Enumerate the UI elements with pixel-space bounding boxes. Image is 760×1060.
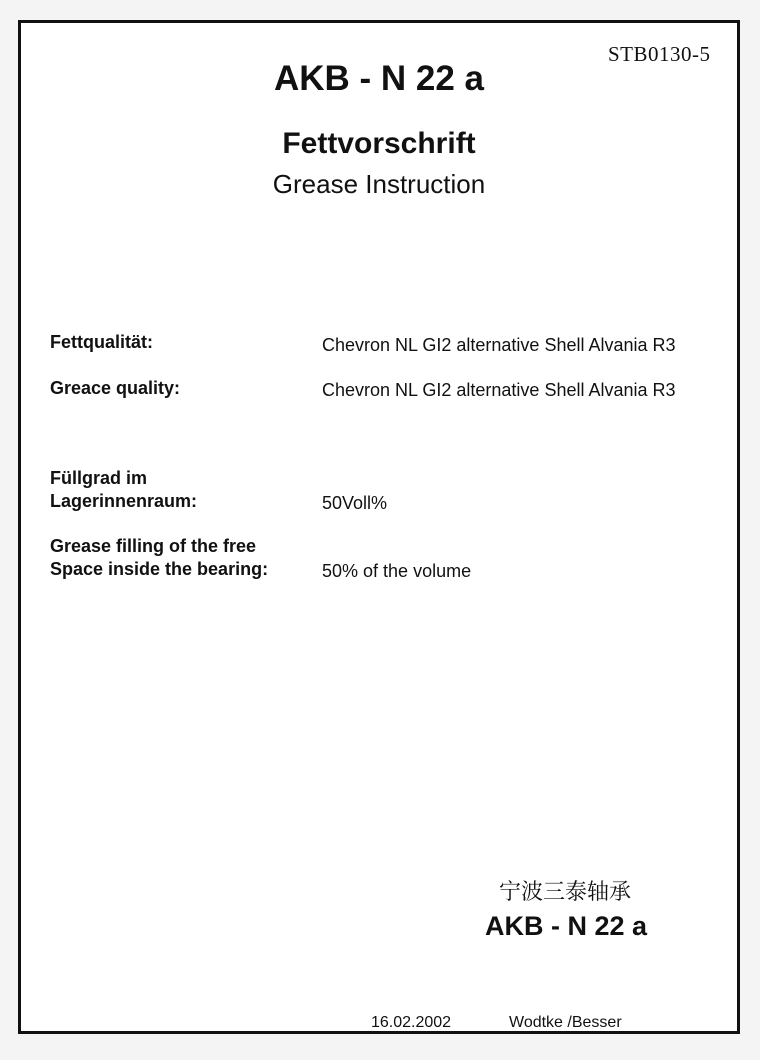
document-id: STB0130-5 — [608, 42, 711, 66]
fill-level-label-de-line1: Füllgrad im — [50, 468, 148, 488]
grease-quality-value-de: Chevron NL GI2 alternative Shell Alvania R3 — [322, 335, 676, 355]
document-title: AKB - N 22 a — [273, 59, 485, 98]
grease-quality-label-de: Fettqualität: — [50, 332, 153, 352]
fill-level-label-de-line2: Lagerinnenraum: — [50, 491, 198, 511]
stamp-part-code: AKB - N 22 a — [485, 911, 648, 941]
fill-level-value-de: 50Voll% — [322, 493, 388, 513]
subtitle-german: Fettvorschrift — [282, 127, 476, 160]
grease-quality-label-en: Greace quality: — [50, 378, 181, 398]
fill-level-label-en-line1: Grease filling of the free — [50, 536, 257, 556]
footer-date: 16.02.2002 — [371, 1014, 452, 1031]
company-stamp-chinese: 宁波三泰轴承 — [499, 880, 632, 905]
fill-level-label-en-line2: Space inside the bearing: — [50, 559, 269, 579]
document-page — [18, 20, 740, 1034]
grease-quality-value-en: Chevron NL GI2 alternative Shell Alvania R3 — [322, 380, 676, 400]
subtitle-english: Grease Instruction — [272, 169, 486, 199]
fill-level-value-en: 50% of the volume — [322, 561, 472, 581]
footer-authors: Wodtke /Besser — [509, 1014, 622, 1031]
